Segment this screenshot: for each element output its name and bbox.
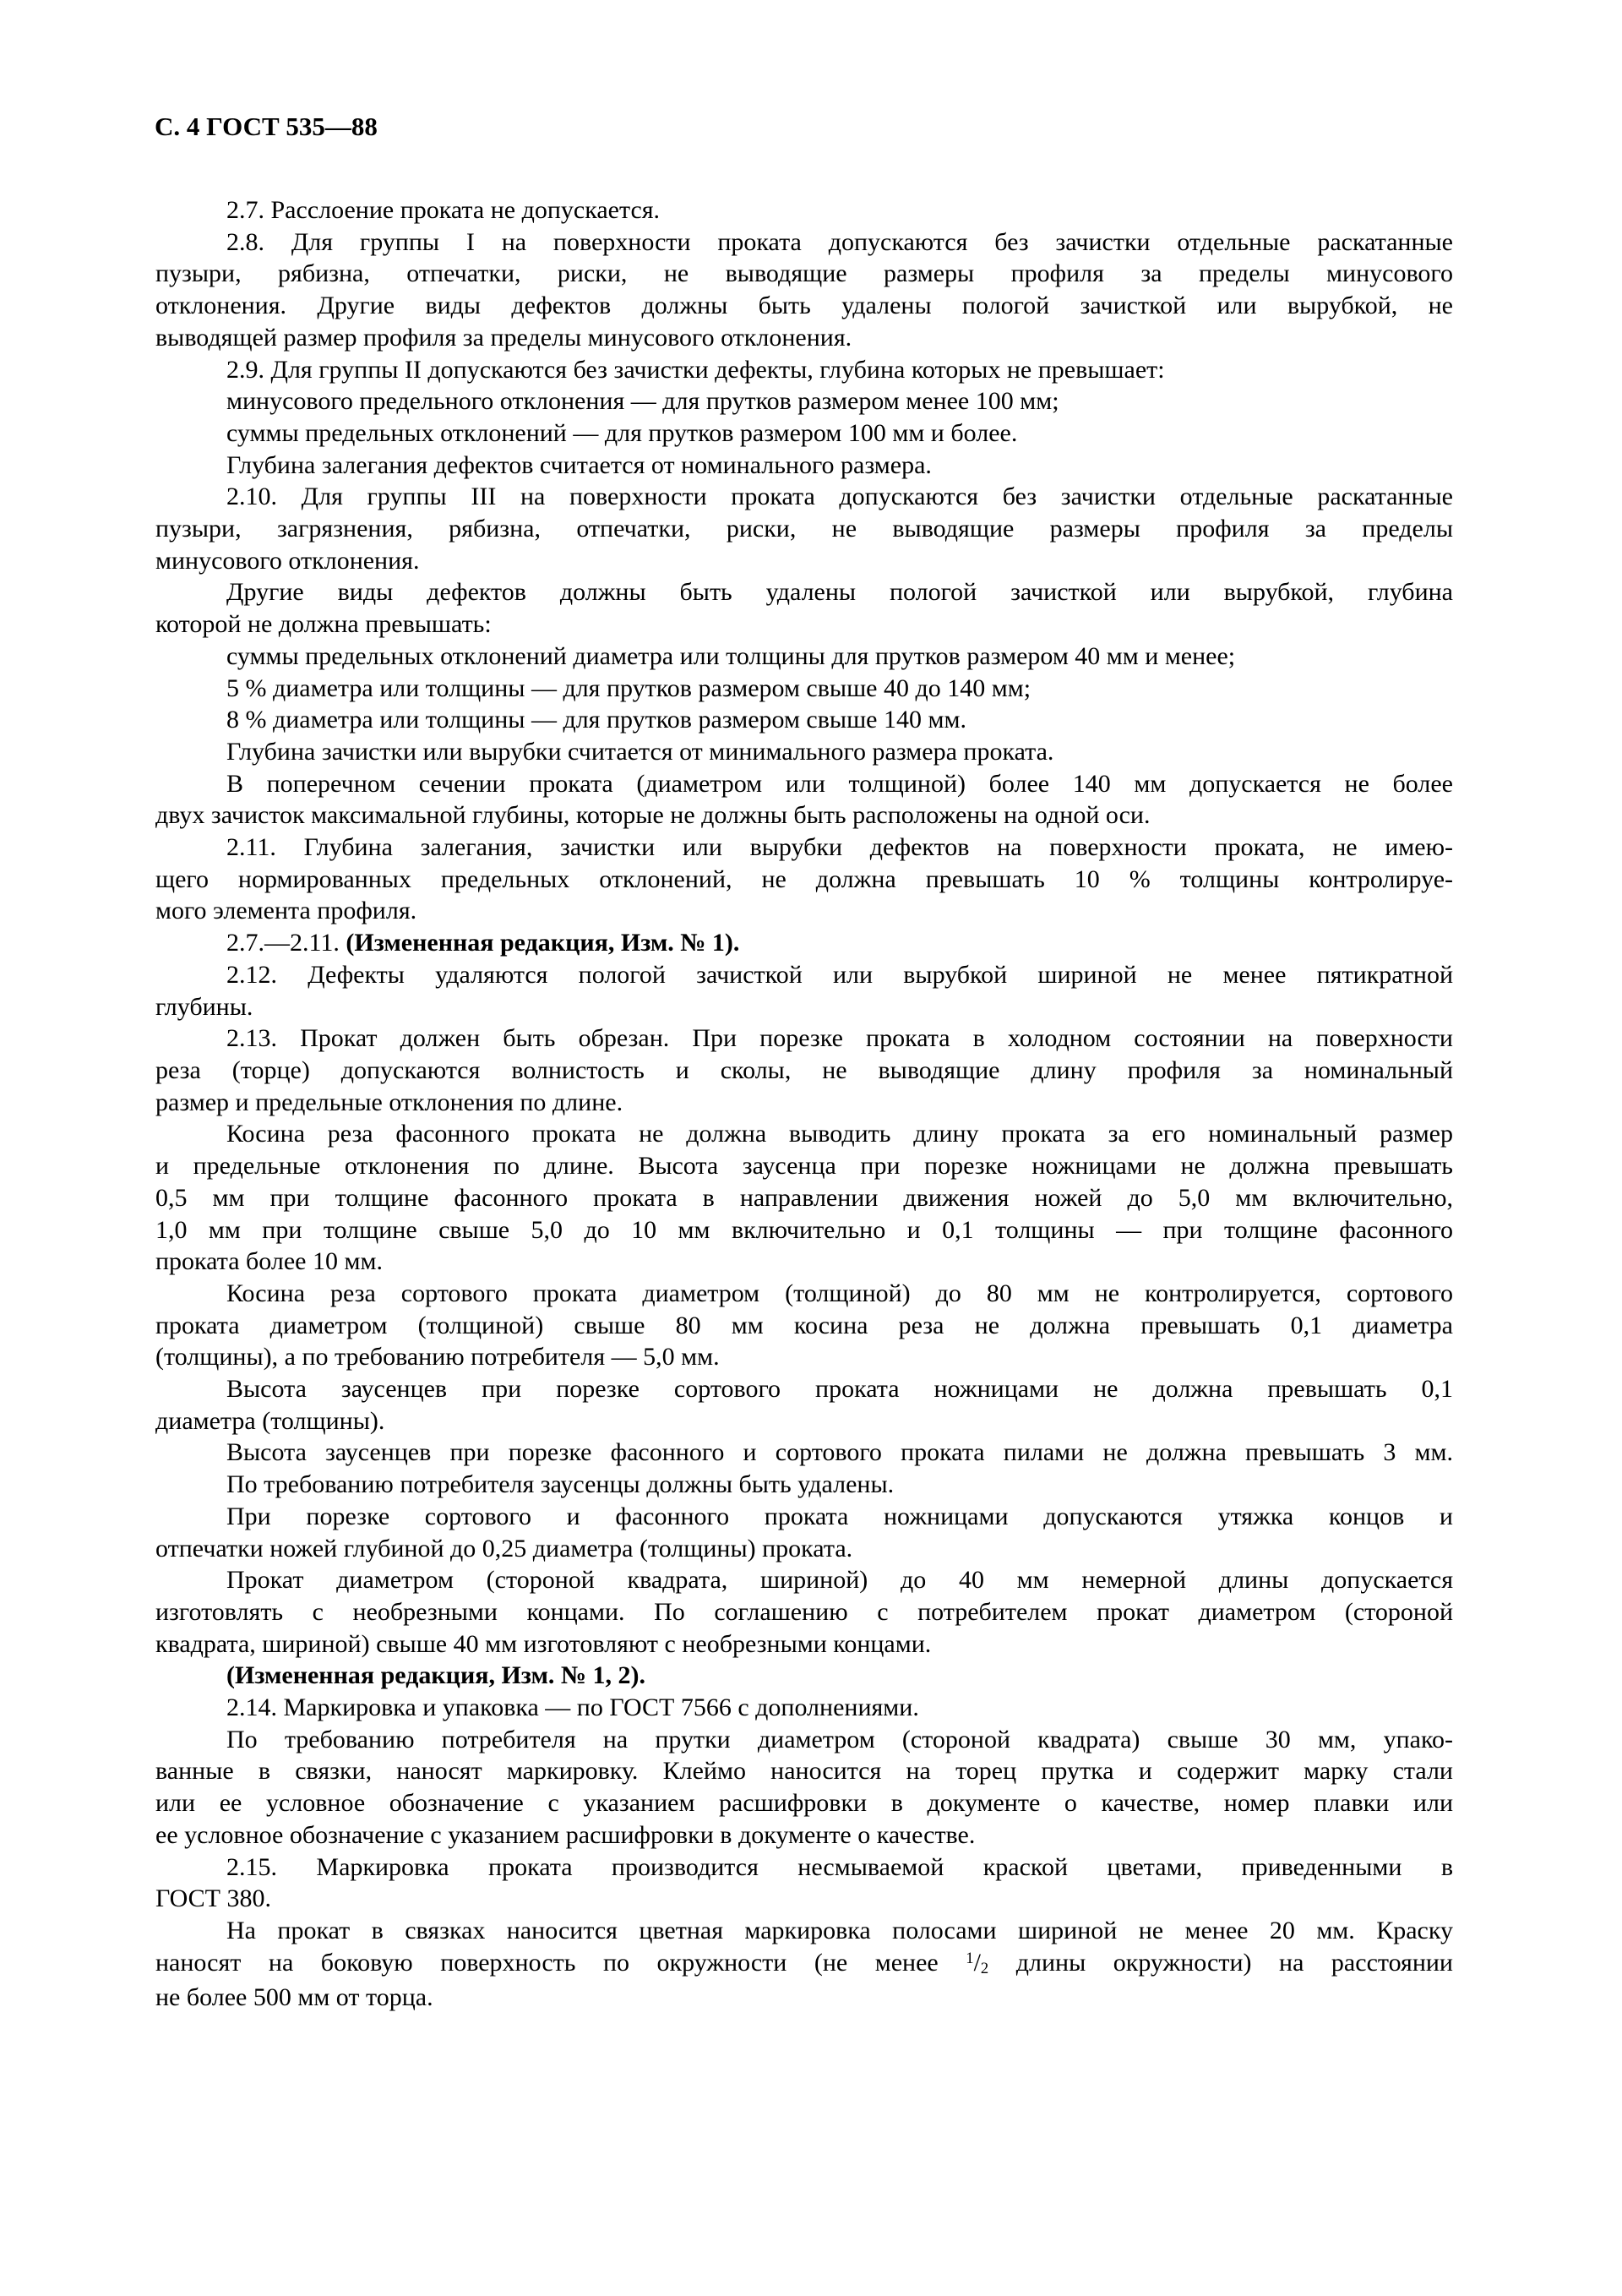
text-line: диаметра (толщины). xyxy=(155,1406,385,1435)
text-line: которой не должна превышать: xyxy=(155,610,492,639)
bold-text-run: (Измененная редакция, Изм. № 1). xyxy=(346,929,740,957)
text-line: 2.8. Для группы I на поверхности проката допускаются без зачистки отдельные раскатанные xyxy=(226,227,1453,256)
text-line: реза (торце) допускаются волнистость и сколы, не выводящие длину профиля за номинальный xyxy=(155,1055,1453,1084)
text-line: Косина реза фасонного проката не должна выводить длину проката за его номинальный размер xyxy=(226,1120,1453,1148)
text-line: Косина реза сортового проката диаметром (толщиной) до 80 мм не контролируется, сортового xyxy=(226,1279,1453,1307)
text-line: суммы предельных отклонений — для прутков размером 100 мм и более. xyxy=(226,418,1018,447)
text-line: пузыри, загрязнения, рябизна, отпечатки, риски, не выводящие размеры профиля за пределы xyxy=(155,515,1453,543)
text-line: 1,0 мм при толщине свыше 5,0 до 10 мм включительно и 0,1 толщины — при толщине фасонного xyxy=(155,1215,1453,1244)
text-line: Другие виды дефектов должны быть удалены пологой зачисткой или вырубкой, глубина xyxy=(226,578,1453,607)
text-line: Глубина залегания дефектов считается от номинального размера. xyxy=(226,450,932,479)
text-line: проката диаметром (толщиной) свыше 80 мм косина реза не должна превышать 0,1 диаметра xyxy=(155,1311,1453,1339)
text-line: Высота заусенцев при порезке фасонного и сортового проката пилами не должна превышать 3 мм. xyxy=(226,1438,1453,1467)
text-line: глубины. xyxy=(155,992,253,1021)
text-run: 2.7.—2.11. xyxy=(226,929,346,957)
text-line: мого элемента профиля. xyxy=(155,897,417,925)
text-line: двух зачисток максимальной глубины, которые не должны быть расположены на одной оси. xyxy=(155,801,1151,830)
bold-text-run: (Измененная редакция, Изм. № 1, 2). xyxy=(226,1661,646,1690)
text-line: и предельные отклонения по длине. Высота заусенца при порезке ножницами не должна превышать xyxy=(155,1152,1453,1181)
text-line: выводящей размер профиля за пределы минусового отклонения. xyxy=(155,323,852,352)
text-line: минусового отклонения. xyxy=(155,546,420,575)
text-line: 2.13. Прокат должен быть обрезан. При порезке проката в холодном состоянии на поверхности xyxy=(226,1024,1453,1053)
text-line: По требованию потребителя заусенцы должны быть удалены. xyxy=(226,1470,895,1499)
text-line: 2.10. Для группы III на поверхности проката допускаются без зачистки отдельные раскатанные xyxy=(226,483,1453,511)
text-line: изготовлять с необрезными концами. По соглашению с потребителем прокат диаметром (стороной xyxy=(155,1597,1453,1626)
text-line xyxy=(155,1947,1453,1982)
text-line: проката более 10 мм. xyxy=(155,1247,383,1276)
text-line: минусового предельного отклонения — для прутков размером менее 100 мм; xyxy=(226,387,1059,416)
text-line: На прокат в связках наносится цветная маркировка полосами шириной не менее 20 мм. Краску xyxy=(226,1916,1453,1944)
text-run: наносят на боковую поверхность по окружности (не менее xyxy=(155,1948,966,1977)
text-line: не более 500 мм от торца. xyxy=(155,1983,433,2012)
page-header: С. 4 ГОСТ 535—88 xyxy=(155,112,378,141)
text-line xyxy=(155,927,1453,959)
text-line: ГОСТ 380. xyxy=(155,1884,271,1913)
text-line: Высота заусенцев при порезке сортового проката ножницами не должна превышать 0,1 xyxy=(226,1375,1453,1404)
document-body xyxy=(155,194,1453,2014)
text-line: 2.11. Глубина залегания, зачистки или вырубки дефектов на поверхности проката, не имею- xyxy=(226,833,1453,862)
text-line xyxy=(155,1660,1453,1692)
text-line: ванные в связки, наносят маркировку. Клеймо наносится на торец прутка и содержит марку стали xyxy=(155,1757,1453,1786)
text-line: При порезке сортового и фасонного проката ножницами допускаются утяжка концов и xyxy=(226,1502,1453,1530)
text-line: суммы предельных отклонений диаметра или толщины для прутков размером 40 мм и менее; xyxy=(226,641,1236,670)
text-line: 2.14. Маркировка и упаковка — по ГОСТ 7566 с дополнениями. xyxy=(226,1693,919,1722)
text-line: (толщины), а по требованию потребителя — 5,0 мм. xyxy=(155,1343,720,1372)
text-line: 5 % диаметра или толщины — для прутков размером свыше 40 до 140 мм; xyxy=(226,674,1031,702)
text-line: 2.15. Маркировка проката производится несмываемой краской цветами, приведенными в xyxy=(226,1852,1453,1881)
text-line: 8 % диаметра или толщины — для прутков размером свыше 140 мм. xyxy=(226,706,966,734)
fraction-numerator: 1 xyxy=(966,1950,974,1968)
text-line: или ее условное обозначение с указанием расшифровки в документе о качестве, номер плавки или xyxy=(155,1789,1453,1818)
text-line: Глубина зачистки или вырубки считается от минимального размера проката. xyxy=(226,737,1054,766)
text-run: / xyxy=(973,1948,981,1977)
text-line: отпечатки ножей глубиной до 0,25 диаметра (толщины) проката. xyxy=(155,1534,853,1562)
text-line: 2.7. Расслоение проката не допускается. xyxy=(226,196,661,224)
fraction-denominator: 2 xyxy=(980,1960,989,1978)
text-line: квадрата, шириной) свыше 40 мм изготовляют с необрезными концами. xyxy=(155,1629,932,1658)
text-line: 2.12. Дефекты удаляются пологой зачисткой или вырубкой шириной не менее пятикратной xyxy=(226,960,1453,989)
text-line: ее условное обозначение с указанием расшифровки в документе о качестве. xyxy=(155,1820,976,1849)
text-line: отклонения. Другие виды дефектов должны быть удалены пологой зачисткой или вырубкой, не xyxy=(155,292,1453,320)
text-line: В поперечном сечении проката (диаметром или толщиной) более 140 мм допускается не более xyxy=(226,769,1453,798)
text-line: размер и предельные отклонения по длине. xyxy=(155,1088,623,1116)
text-line: По требованию потребителя на прутки диаметром (стороной квадрата) свыше 30 мм, упако- xyxy=(226,1725,1453,1753)
text-run: длины окружности) на расстоянии xyxy=(988,1948,1453,1977)
text-line: 2.9. Для группы II допускаются без зачистки дефекты, глубина которых не превышает: xyxy=(226,355,1165,384)
text-line: Прокат диаметром (стороной квадрата, шириной) до 40 мм немерной длины допускается xyxy=(226,1566,1453,1595)
text-line: пузыри, рябизна, отпечатки, риски, не выводящие размеры профиля за пределы минусового xyxy=(155,259,1453,288)
text-line: 0,5 мм при толщине фасонного проката в направлении движения ножей до 5,0 мм включительно, xyxy=(155,1183,1453,1212)
text-line: щего нормированных предельных отклонений, не должна превышать 10 % толщины контролируе- xyxy=(155,864,1453,893)
